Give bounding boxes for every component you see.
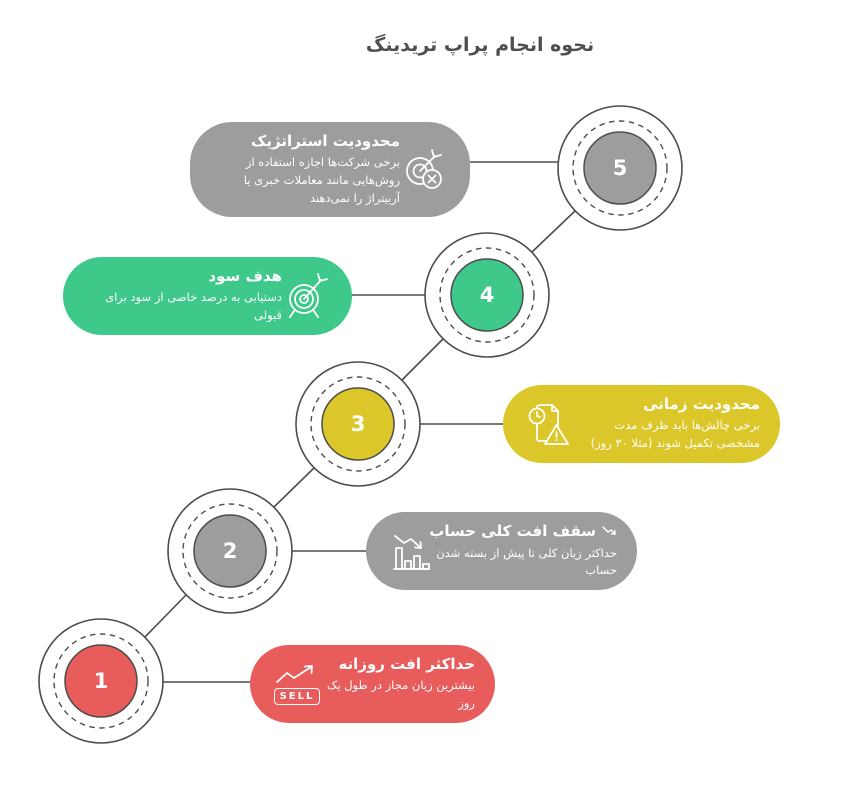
- step-5-title: محدودیت استراتژیک: [251, 132, 400, 150]
- connector-line: [274, 468, 314, 507]
- document-deadline-warning-icon: [523, 399, 573, 449]
- step-5-number: 5: [612, 156, 628, 180]
- step-1-card: [250, 645, 495, 723]
- step-3-card: [503, 385, 780, 463]
- step-2-number: 2: [222, 539, 238, 563]
- step-1-number: 1: [93, 669, 109, 693]
- step-4-card: [63, 257, 352, 335]
- target-crossed-icon: [400, 145, 450, 195]
- step-2-card: [366, 512, 637, 590]
- step-2-description: حداکثر زیان کلی تا پیش از بسته شدن حساب: [436, 545, 617, 578]
- step-2-title: سقف افت کلی حساب: [436, 522, 617, 541]
- step-4-title: هدف سود: [208, 267, 282, 285]
- connector-line: [402, 339, 443, 380]
- step-3-number: 3: [350, 412, 366, 436]
- step-5-description: برخی شرکت‌ها اجازه استفاده از روش‌هایی مانند معاملات خبری یا آربیتراژ را نمی‌دهند: [243, 155, 400, 205]
- step-3-title: محدودیت زمانی: [643, 395, 760, 414]
- sell-label: SELL: [274, 688, 321, 705]
- step-4-description: دستیابی به درصد خاصی از سود برای قبولی: [105, 290, 282, 322]
- connector-line: [145, 595, 186, 637]
- step-1-description: بیشترین زیان مجاز در طول یک روز: [327, 678, 475, 710]
- downtrend-arrow-icon: [601, 523, 617, 541]
- trend-up-sell-icon: [270, 659, 324, 709]
- step-5-card: [190, 122, 470, 217]
- target-dart-icon: [282, 271, 332, 321]
- step-3-description: برخی چالش‌ها باید ظرف مدت مشخصی تکمیل شوند (مثلا ۳۰ روز): [590, 418, 760, 450]
- step-4-number: 4: [479, 283, 495, 307]
- connector-line: [532, 211, 575, 252]
- page-title: نحوه انجام پراپ تریدینگ: [365, 34, 595, 56]
- step-1-title: حداکثر افت روزانه: [338, 655, 475, 673]
